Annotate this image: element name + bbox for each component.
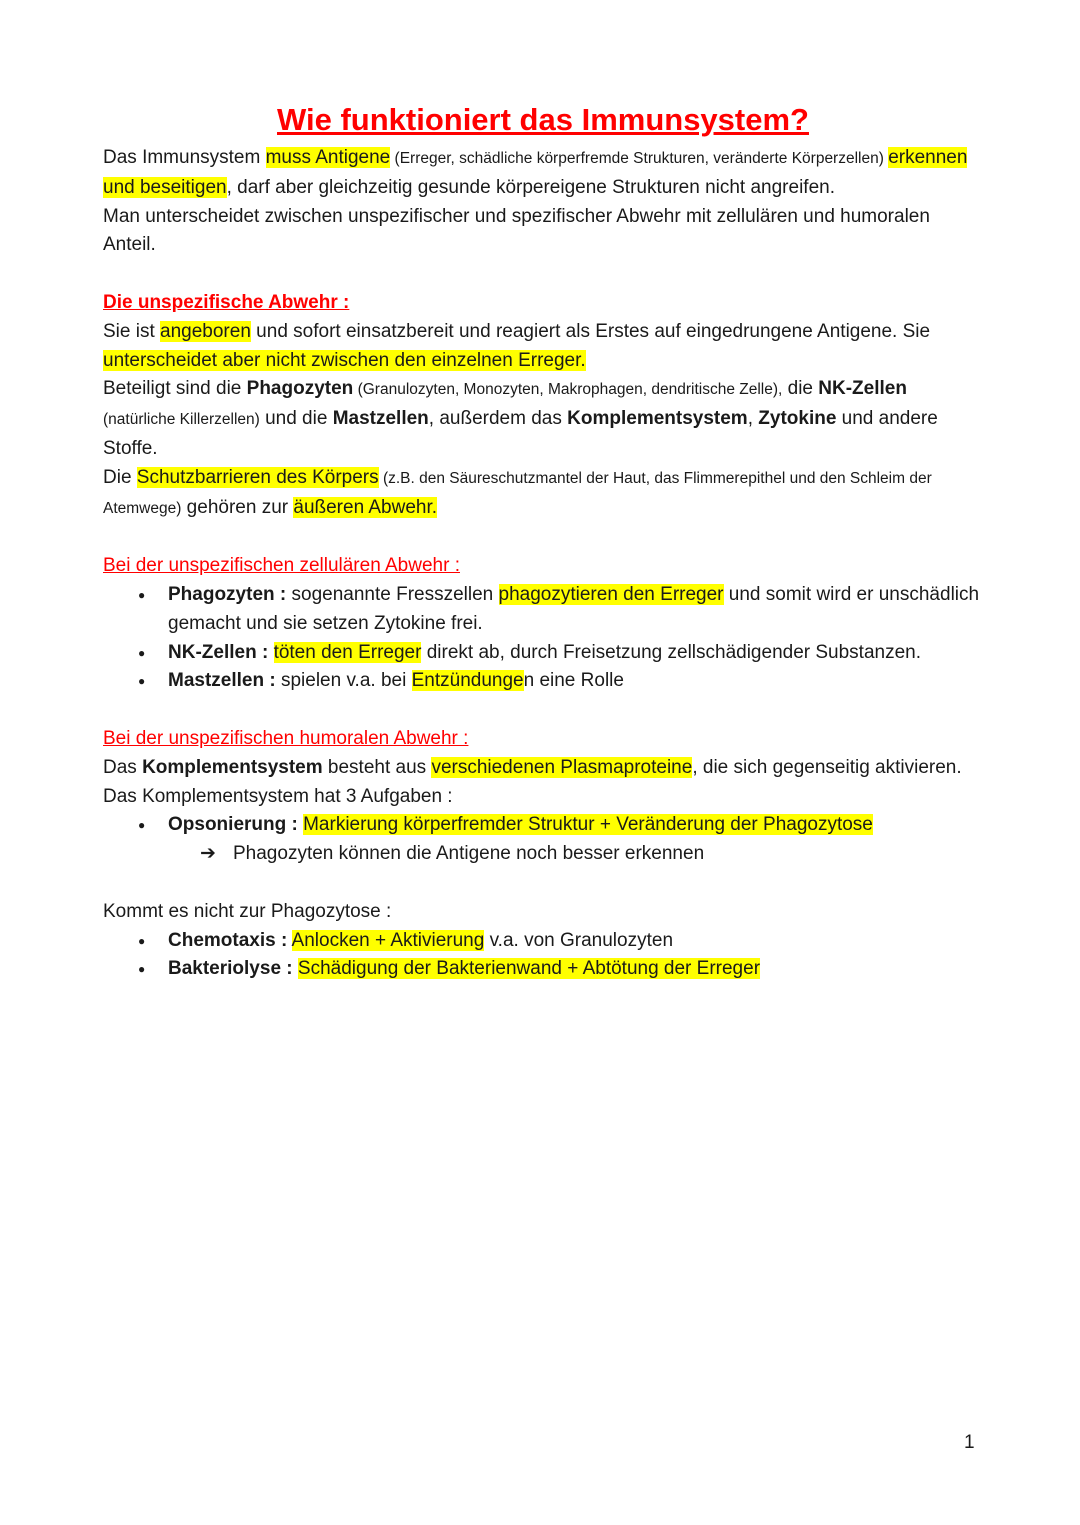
document-page	[103, 100, 983, 984]
highlight: phagozytieren den Erreger	[498, 583, 724, 605]
highlight: muss Antigene	[265, 147, 391, 168]
list-item: ● Chemotaxis : Anlocken + Aktivierung v.a. von Granulozyten	[103, 927, 983, 956]
highlight: Markierung körperfremder Struktur + Veränderung der Phagozytose	[303, 814, 873, 836]
paragraph: Das Komplementsystem hat 3 Aufgaben :	[103, 785, 453, 807]
highlight: verschiedenen Plasmaproteine	[431, 756, 693, 778]
arrow-sub-item: ➔ Phagozyten können die Antigene noch besser erkennen	[103, 840, 983, 869]
page-title: Wie funktioniert das Immunsystem?	[277, 102, 809, 137]
paragraph: Beteiligt sind die Phagozyten (Granulozyten, Monozyten, Makrophagen, dendritische Zelle), die NK-Zellen (natürliche Killerzellen) und die Mastzellen, außerdem das Komplementsystem, Zytokine und andere Stoffe.	[103, 378, 938, 459]
highlight: Schutzbarrieren des Körpers	[136, 466, 379, 488]
list-item: ● NK-Zellen : töten den Erreger direkt ab, durch Freisetzung zellschädigender Substanzen.	[103, 639, 983, 668]
highlight: Anlocken + Aktivierung	[291, 929, 485, 951]
intro-paragraph: Das Immunsystem muss Antigene (Erreger, schädliche körperfremde Strukturen, veränderte Körperzellen) erkennen und beseitigen, darf aber gleichzeitig gesunde körpereigene Strukturen nicht angreifen.	[103, 147, 968, 198]
paragraph: Die Schutzbarrieren des Körpers (z.B. den Säureschutzmantel der Haut, das Flimmerepithel und den Schleim der Atemwege) gehören zur äußeren Abwehr.	[103, 466, 932, 518]
arrow-right-icon: ➔	[200, 843, 216, 865]
bullet-list-zellulaer	[103, 581, 983, 696]
highlight: Entzündunge	[411, 670, 524, 692]
paragraph: Kommt es nicht zur Phagozytose :	[103, 900, 392, 922]
list-item: ● Mastzellen : spielen v.a. bei Entzündungen eine Rolle	[103, 667, 983, 696]
highlight: angeboren	[160, 320, 251, 342]
bullet-list-opsonierung	[103, 811, 983, 840]
section-heading-humoral: Bei der unspezifischen humoralen Abwehr :	[103, 727, 469, 749]
page-number: 1	[964, 1432, 975, 1453]
bullet-list-humoral	[103, 927, 983, 985]
list-item: ● Bakteriolyse : Schädigung der Bakterienwand + Abtötung der Erreger	[103, 955, 983, 984]
section-heading-zellulaer: Bei der unspezifischen zellulären Abwehr :	[103, 555, 460, 577]
intro-paragraph-2: Man unterscheidet zwischen unspezifischer und spezifischer Abwehr mit zellulären und humoralen Anteil.	[103, 205, 930, 256]
paragraph: Sie ist angeboren und sofort einsatzbereit und reagiert als Erstes auf eingedrungene Antigene. Sie unterscheidet aber nicht zwischen den einzelnen Erreger.	[103, 320, 931, 371]
section-heading-unspezifisch: Die unspezifische Abwehr :	[103, 291, 350, 313]
list-item: ● Phagozyten : sogenannte Fresszellen phagozytieren den Erreger und somit wird er unschädlich gemacht und sie setzen Zytokine frei.	[103, 581, 983, 639]
paragraph: Das Komplementsystem besteht aus verschiedenen Plasmaproteine, die sich gegenseitig aktivieren.	[103, 756, 962, 778]
highlight: töten den Erreger	[273, 641, 422, 663]
highlight: unterscheidet aber nicht zwischen den einzelnen Erreger.	[103, 349, 586, 371]
highlight: Schädigung der Bakterienwand + Abtötung der Erreger	[297, 958, 761, 980]
list-item: ● Opsonierung : Markierung körperfremder Struktur + Veränderung der Phagozytose	[103, 811, 983, 840]
highlight: äußeren Abwehr.	[293, 496, 438, 518]
highlight: erkennen und beseitigen	[103, 147, 968, 198]
